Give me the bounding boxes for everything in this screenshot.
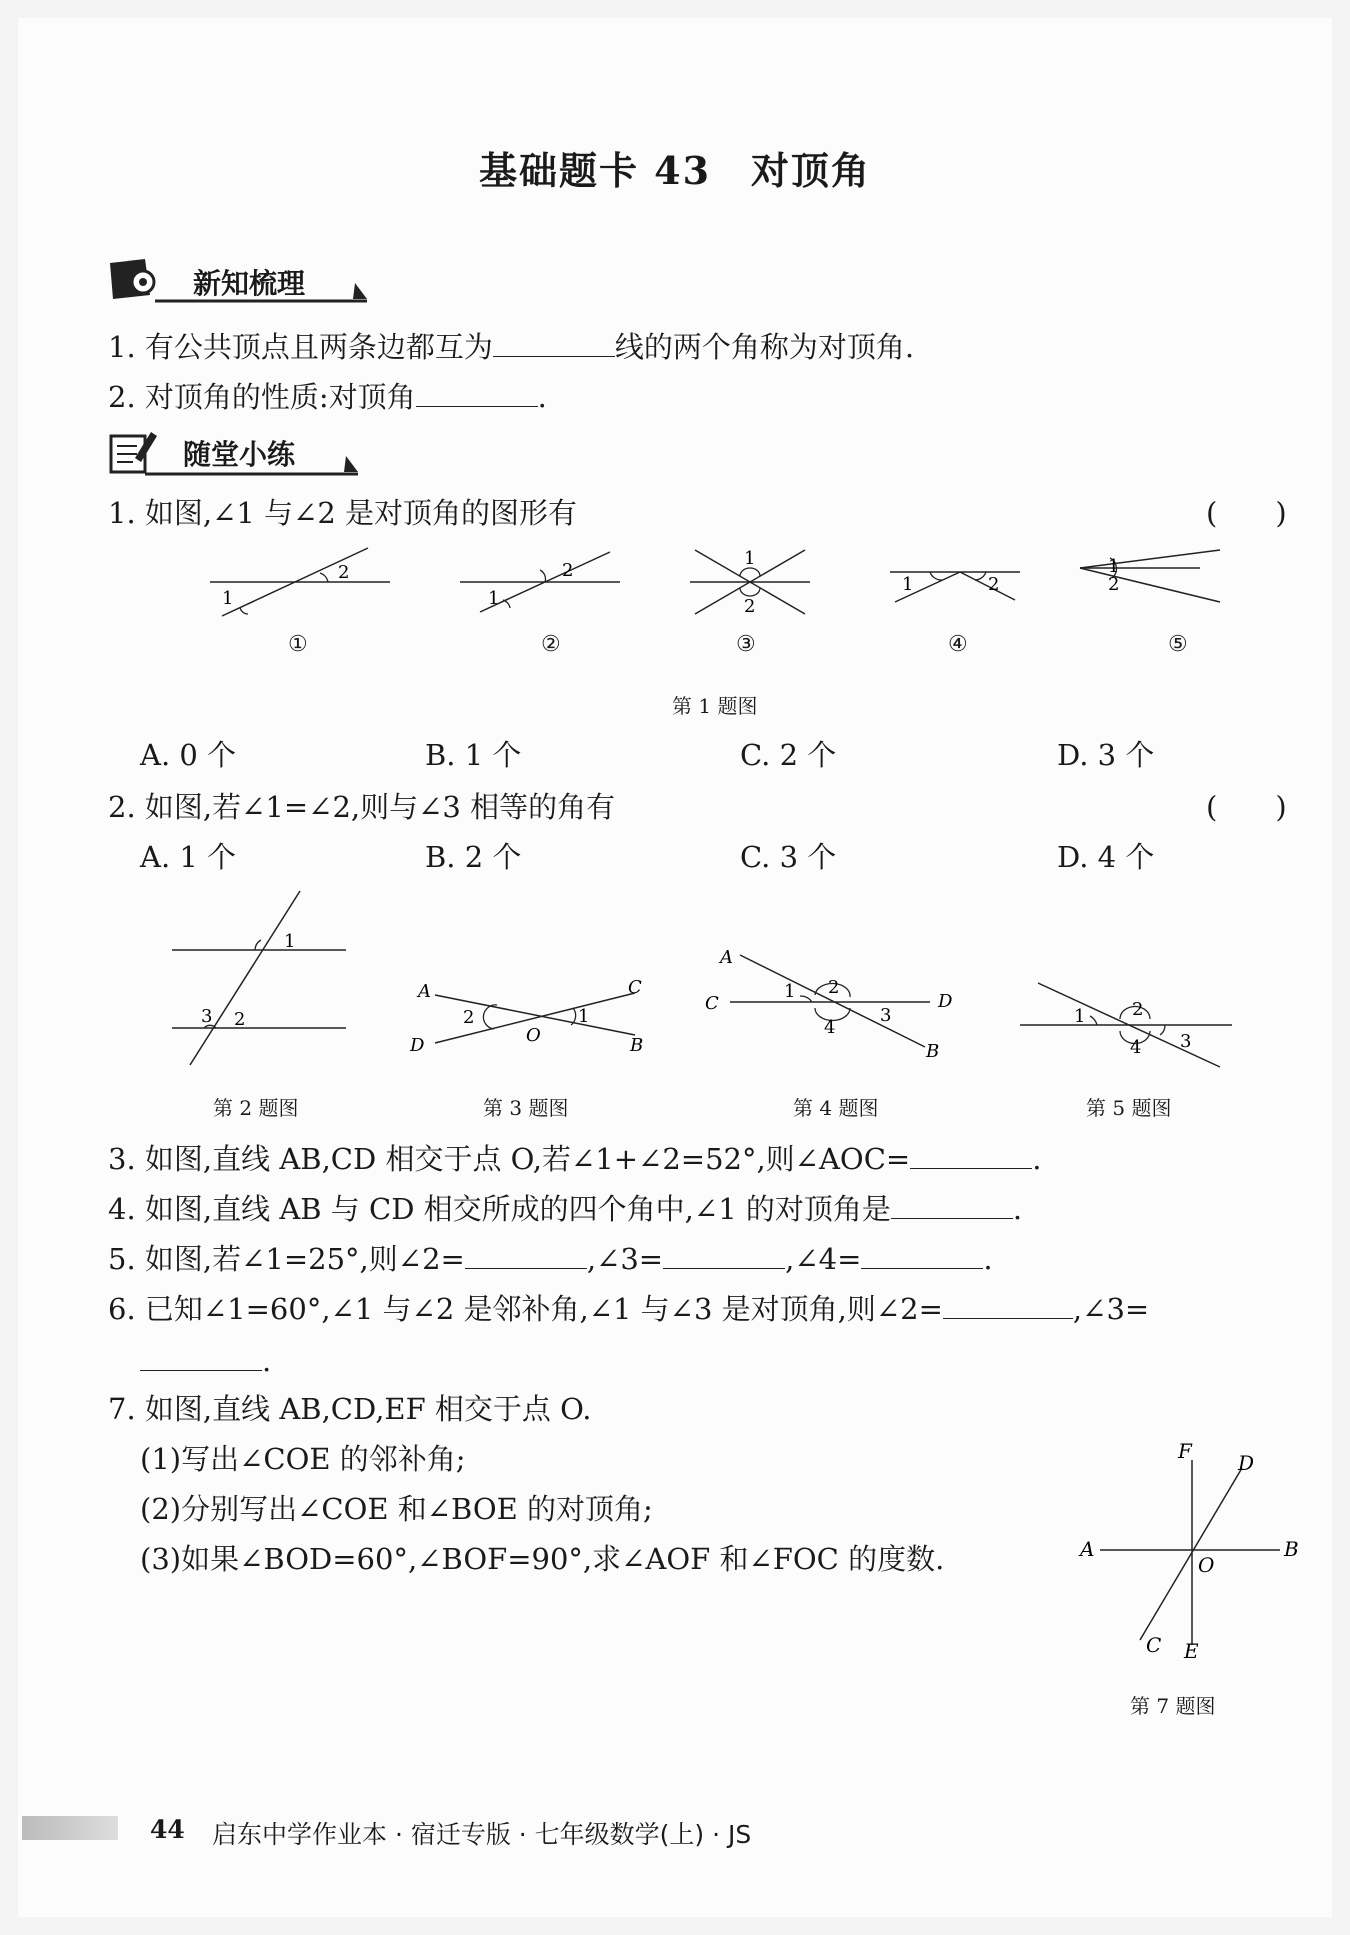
svg-text:D: D: [938, 991, 953, 1012]
question-7-stem: 7. 如图,直线 AB,CD,EF 相交于点 O.: [108, 1392, 592, 1426]
figure-caption-q4: 第 4 题图: [793, 1096, 879, 1120]
q1-option-c[interactable]: C. 2 个: [740, 738, 837, 772]
svg-text:4: 4: [824, 1017, 836, 1038]
svg-text:C: C: [628, 977, 642, 998]
svg-text:1: 1: [222, 588, 234, 609]
q2-option-d[interactable]: D. 4 个: [1057, 840, 1155, 874]
svg-text:3: 3: [1180, 1031, 1192, 1052]
figure-q3: [409, 977, 643, 1056]
svg-text:3: 3: [880, 1005, 892, 1026]
svg-text:C: C: [705, 993, 719, 1014]
q2-option-a[interactable]: A. 1 个: [140, 840, 237, 874]
svg-text:O: O: [526, 1025, 541, 1046]
svg-text:A: A: [720, 947, 733, 968]
svg-text:2: 2: [1108, 574, 1120, 595]
figure-q5: [1020, 983, 1232, 1067]
footer-text: 启东中学作业本 · 宿迁专版 · 七年级数学(上) · JS: [212, 1820, 752, 1849]
section-label-xinzhi: 新知梳理: [193, 267, 306, 300]
answer-blank[interactable]: [861, 1240, 983, 1269]
svg-text:3: 3: [201, 1006, 213, 1027]
figure-3: [690, 548, 810, 617]
svg-text:1: 1: [578, 1006, 590, 1027]
svg-text:4: 4: [1130, 1037, 1142, 1058]
question-1-figures: [200, 540, 1240, 660]
svg-text:2: 2: [463, 1007, 475, 1028]
svg-text:1: 1: [1074, 1006, 1086, 1027]
figure-caption-q2: 第 2 题图: [213, 1096, 299, 1120]
question-4: 4. 如图,直线 AB 与 CD 相交所成的四个角中,∠1 的对顶角是 .: [108, 1192, 1023, 1226]
figure-caption-q3: 第 3 题图: [483, 1096, 569, 1120]
figure-1: [210, 548, 390, 616]
svg-text:B: B: [926, 1041, 940, 1062]
svg-text:B: B: [1284, 1537, 1299, 1561]
footer-bar: [22, 1816, 118, 1840]
svg-text:2: 2: [1132, 999, 1144, 1020]
section-label-suitang: 随堂小练: [183, 438, 296, 471]
figure-label-4: ④: [948, 632, 968, 657]
svg-text:1: 1: [784, 981, 796, 1002]
svg-text:O: O: [1198, 1553, 1215, 1577]
answer-bracket-q2[interactable]: ( ): [1206, 790, 1287, 824]
figure-label-2: ②: [541, 632, 561, 657]
svg-text:2: 2: [234, 1009, 246, 1030]
svg-text:1: 1: [1108, 556, 1120, 577]
answer-blank[interactable]: [493, 328, 615, 357]
figure-label-5: ⑤: [1168, 632, 1188, 657]
answer-bracket-q1[interactable]: ( ): [1206, 496, 1287, 530]
question-6-continued: .: [140, 1342, 271, 1378]
answer-blank[interactable]: [891, 1190, 1013, 1219]
q1-option-d[interactable]: D. 3 个: [1057, 738, 1155, 772]
svg-text:2: 2: [338, 562, 350, 583]
svg-text:1: 1: [284, 931, 296, 952]
question-7-part-2: (2)分别写出∠COE 和∠BOE 的对顶角;: [140, 1492, 653, 1526]
figure-2: [460, 552, 620, 612]
page-title: 基础题卡 43 对顶角: [478, 148, 872, 193]
question-1-stem: 1. 如图,∠1 与∠2 是对顶角的图形有: [108, 496, 578, 530]
svg-text:A: A: [418, 981, 431, 1002]
figure-q4: [705, 947, 953, 1062]
figure-caption-q1: 第 1 题图: [672, 694, 758, 718]
svg-text:2: 2: [828, 977, 840, 998]
answer-blank[interactable]: [140, 1342, 262, 1371]
question-5: 5. 如图,若∠1=25°,则∠2= ,∠3= ,∠4= .: [108, 1242, 993, 1276]
q1-option-a[interactable]: A. 0 个: [140, 738, 237, 772]
figure-5: [1080, 550, 1220, 602]
svg-text:1: 1: [902, 574, 914, 595]
svg-text:1: 1: [488, 588, 500, 609]
svg-text:F: F: [1178, 1440, 1192, 1463]
svg-text:1: 1: [744, 548, 756, 569]
question-6: 6. 已知∠1=60°,∠1 与∠2 是邻补角,∠1 与∠3 是对顶角,则∠2= ,∠3=: [108, 1292, 1150, 1326]
svg-text:B: B: [630, 1035, 644, 1056]
svg-text:2: 2: [562, 560, 574, 581]
answer-blank[interactable]: [416, 378, 538, 407]
concept-item-2: 2. 对顶角的性质:对顶角 .: [108, 380, 547, 414]
figure-4: [890, 572, 1020, 602]
question-7-part-3: (3)如果∠BOD=60°,∠BOF=90°,求∠AOF 和∠FOC 的度数.: [140, 1542, 945, 1576]
figure-q2: [172, 891, 346, 1065]
figures-2-to-5: [160, 885, 1260, 1075]
figure-caption-q7: 第 7 题图: [1130, 1694, 1216, 1718]
q2-option-b[interactable]: B. 2 个: [425, 840, 522, 874]
question-3: 3. 如图,直线 AB,CD 相交于点 O,若∠1+∠2=52°,则∠AOC= .: [108, 1142, 1042, 1176]
figure-label-3: ③: [736, 632, 756, 657]
question-2-stem: 2. 如图,若∠1=∠2,则与∠3 相等的角有: [108, 790, 616, 824]
page-number: 44: [150, 1815, 185, 1844]
answer-blank[interactable]: [910, 1140, 1032, 1169]
answer-blank[interactable]: [663, 1240, 785, 1269]
figure-label-1: ①: [288, 632, 308, 657]
svg-text:C: C: [1146, 1633, 1162, 1657]
svg-text:D: D: [410, 1035, 425, 1056]
figure-q7: [1070, 1440, 1310, 1670]
svg-text:A: A: [1080, 1537, 1095, 1561]
question-7-part-1: (1)写出∠COE 的邻补角;: [140, 1442, 466, 1476]
q1-option-b[interactable]: B. 1 个: [425, 738, 522, 772]
answer-blank[interactable]: [943, 1290, 1073, 1319]
answer-blank[interactable]: [465, 1240, 587, 1269]
q2-option-c[interactable]: C. 3 个: [740, 840, 837, 874]
svg-text:D: D: [1238, 1451, 1255, 1475]
concept-item-1: 1. 有公共顶点且两条边都互为 线的两个角称为对顶角.: [108, 330, 915, 364]
svg-text:2: 2: [988, 574, 1000, 595]
svg-text:2: 2: [744, 596, 756, 617]
figure-caption-q5: 第 5 题图: [1086, 1096, 1172, 1120]
svg-text:E: E: [1184, 1639, 1199, 1663]
